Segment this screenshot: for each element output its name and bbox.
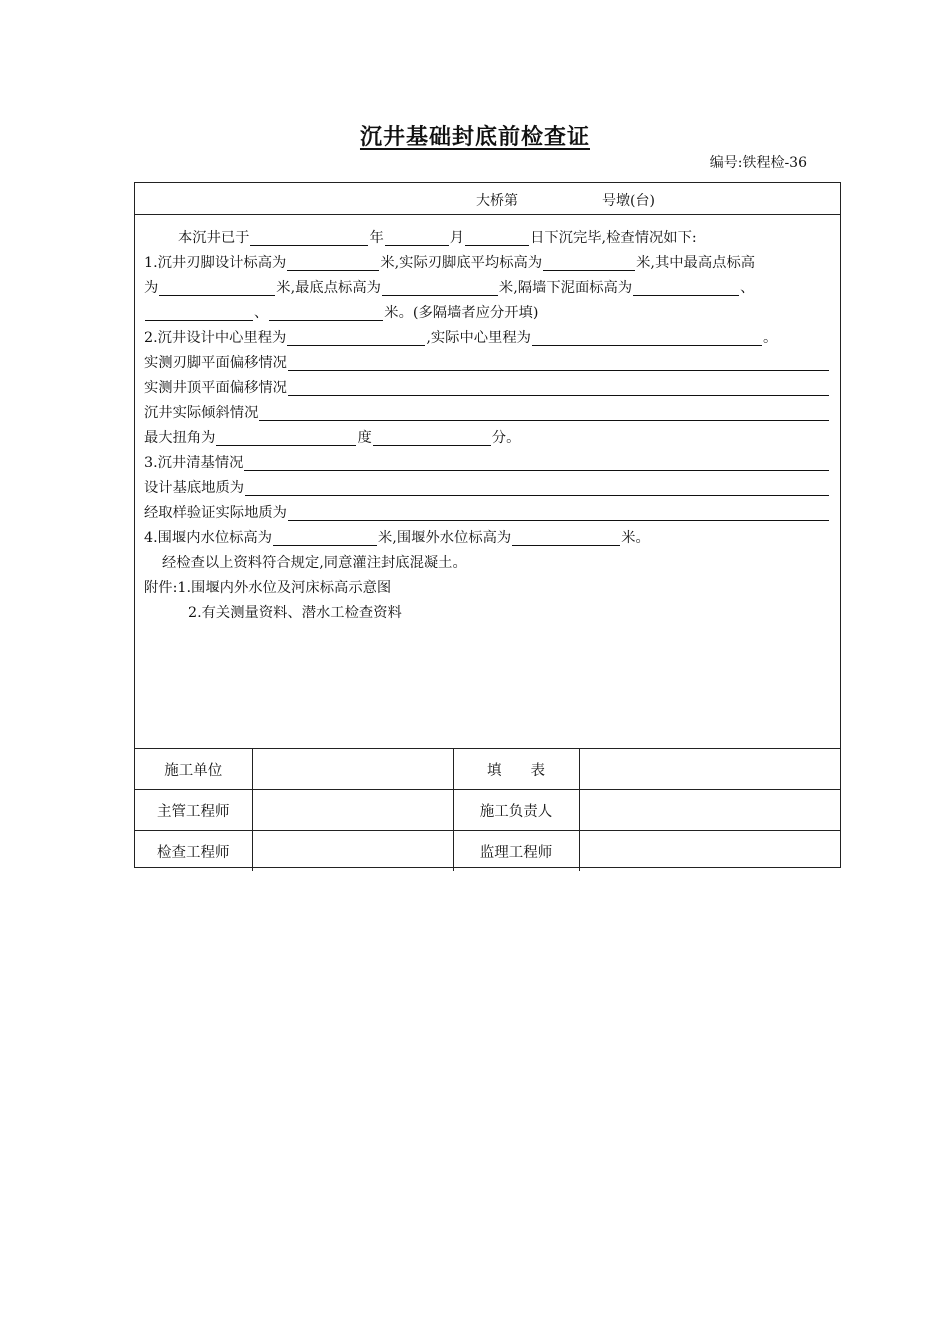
design-mileage-blank[interactable] [287, 329, 425, 346]
line-attachment-1 [144, 577, 830, 599]
lowest-point-label: 米,最底点标高为 [276, 280, 381, 296]
line-water-level [144, 527, 830, 549]
line-edge-offset [144, 352, 830, 374]
line-mud-surface-continued [144, 302, 830, 324]
signature-table [135, 748, 840, 869]
base-cleaning-blank[interactable] [244, 454, 829, 471]
attachment-1-text: 附件:1.围堰内外水位及河床标高示意图 [144, 580, 392, 596]
actual-avg-blank[interactable] [543, 254, 635, 271]
construction-lead-field[interactable] [579, 790, 840, 831]
tilt-label: 沉井实际倾斜情况 [144, 405, 259, 421]
degree-label: 度 [357, 430, 372, 446]
line-design-geology [144, 477, 830, 499]
base-cleaning-label: 3.沉井清基情况 [144, 455, 244, 471]
design-geology-label: 设计基底地质为 [144, 480, 245, 496]
minute-blank[interactable] [373, 429, 491, 446]
design-mileage-label: 2.沉井设计中心里程为 [144, 330, 287, 346]
degree-blank[interactable] [216, 429, 356, 446]
year-blank[interactable] [250, 229, 368, 246]
inspection-form [134, 182, 841, 868]
actual-avg-label: 米,实际刃脚底平均标高为 [380, 255, 543, 271]
bridge-pier-row [135, 183, 840, 215]
actual-mileage-blank[interactable] [532, 329, 762, 346]
mud-surface-blank-2[interactable] [145, 304, 253, 321]
minute-label: 分。 [491, 430, 521, 446]
partition-note: 米。(多隔墙者应分开填) [384, 305, 539, 321]
construction-unit-field[interactable] [252, 749, 453, 790]
line-cutting-edge-elevation [144, 252, 830, 274]
outer-water-label: 米,围堰外水位标高为 [378, 530, 512, 546]
highest-point-blank[interactable] [159, 279, 275, 296]
pier-suffix-label: 号墩(台) [602, 193, 655, 209]
top-offset-blank[interactable] [288, 379, 829, 396]
construction-unit-label: 施工单位 [135, 749, 252, 790]
inner-water-label: 4.围堰内水位标高为 [144, 530, 273, 546]
day-blank[interactable] [465, 229, 529, 246]
bridge-prefix-label: 大桥第 [476, 193, 518, 209]
filler-field[interactable] [579, 749, 840, 790]
line-twist-angle [144, 427, 830, 449]
supervision-engineer-field[interactable] [579, 831, 840, 872]
inspection-engineer-label: 检查工程师 [135, 831, 252, 872]
design-geology-blank[interactable] [245, 479, 829, 496]
inspection-engineer-field[interactable] [252, 831, 453, 872]
inner-water-blank[interactable] [273, 529, 377, 546]
highest-point-label: 米,其中最高点标高 [636, 255, 756, 271]
line-center-mileage [144, 327, 830, 349]
line-base-cleaning [144, 452, 830, 474]
chief-engineer-field[interactable] [252, 790, 453, 831]
line-tilt [144, 402, 830, 424]
month-blank[interactable] [385, 229, 449, 246]
period: 。 [762, 330, 778, 346]
outer-water-blank[interactable] [512, 529, 620, 546]
design-edge-label: 1.沉井刃脚设计标高为 [144, 255, 287, 271]
line-approval [162, 552, 830, 574]
mud-surface-blank-3[interactable] [269, 304, 383, 321]
lowest-point-blank[interactable] [382, 279, 498, 296]
line-attachment-2 [188, 602, 830, 624]
form-body [135, 215, 840, 748]
design-edge-blank[interactable] [287, 254, 379, 271]
is-label: 为 [144, 280, 159, 296]
tilt-blank[interactable] [259, 404, 829, 421]
line-sink-date [178, 227, 830, 249]
actual-mileage-label: ,实际中心里程为 [426, 330, 531, 346]
chief-engineer-label: 主管工程师 [135, 790, 252, 831]
top-offset-label: 实测井顶平面偏移情况 [144, 380, 287, 396]
line-actual-geology [144, 502, 830, 524]
actual-geology-blank[interactable] [288, 504, 829, 521]
twist-angle-label: 最大扭角为 [144, 430, 216, 446]
construction-lead-label: 施工负责人 [453, 790, 579, 831]
day-label: 日下沉完毕,检查情况如下: [530, 230, 697, 246]
actual-geology-label: 经取样验证实际地质为 [144, 505, 287, 521]
year-label: 年 [369, 230, 384, 246]
meter-period: 米。 [621, 530, 650, 546]
approval-text: 经检查以上资料符合规定,同意灌注封底混凝土。 [162, 555, 467, 571]
edge-offset-blank[interactable] [288, 354, 829, 371]
separator-2: 、 [254, 305, 269, 321]
separator-1: 、 [740, 280, 755, 296]
document-code: 编号:铁程检-36 [709, 155, 807, 171]
filler-label: 填 表 [453, 749, 579, 790]
edge-offset-label: 实测刃脚平面偏移情况 [144, 355, 287, 371]
attachment-2-text: 2.有关测量资料、潜水工检查资料 [188, 605, 402, 621]
mud-surface-blank-1[interactable] [633, 279, 739, 296]
sink-date-intro: 本沉井已于 [178, 230, 250, 246]
mud-surface-label: 米,隔墙下泥面标高为 [498, 280, 633, 296]
line-low-point-elevation [144, 277, 830, 299]
supervision-engineer-label: 监理工程师 [453, 831, 579, 872]
document-title: 沉井基础封底前检查证 [359, 124, 590, 150]
line-top-offset [144, 377, 830, 399]
month-label: 月 [449, 230, 465, 246]
